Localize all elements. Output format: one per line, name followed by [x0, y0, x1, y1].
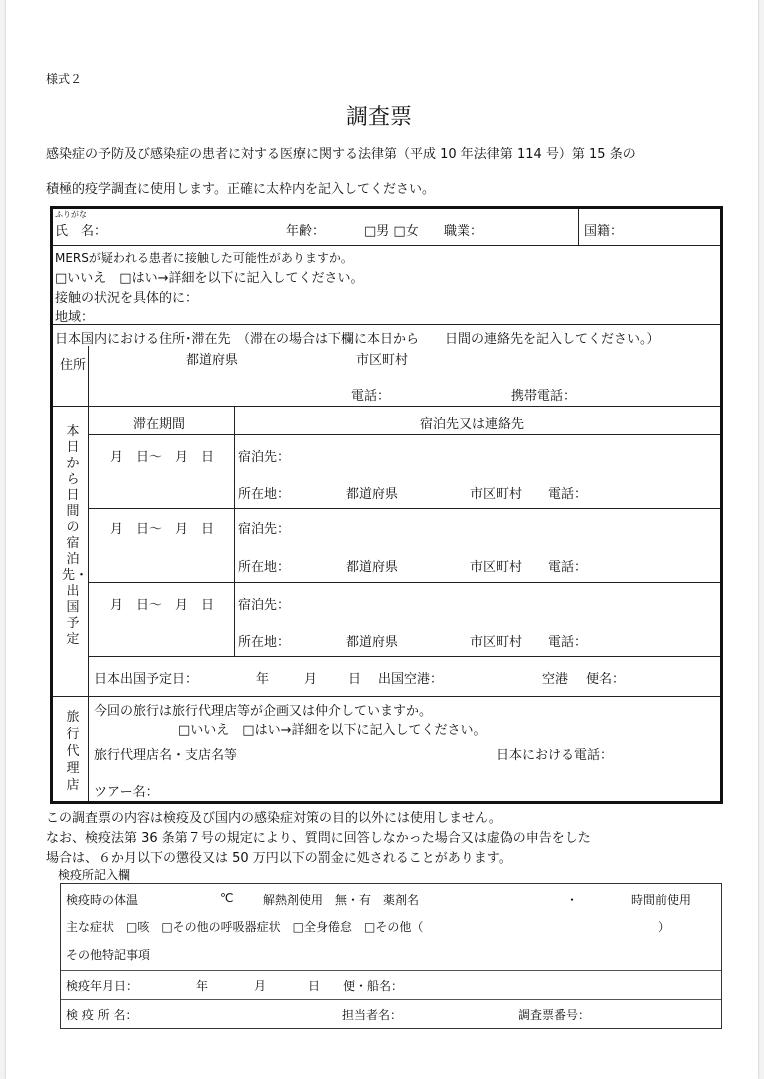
agency-name-label[interactable]: 旅行代理店名・支店名等	[94, 748, 238, 763]
divider	[88, 656, 720, 657]
form-page	[6, 0, 758, 1079]
location-phone-1[interactable]: 電話：	[548, 487, 588, 502]
location-city-1: 市区町村	[470, 487, 523, 502]
notes-label[interactable]: その他特記事項	[66, 948, 151, 962]
lodging-label-2[interactable]: 宿泊先：	[238, 522, 291, 537]
address-city[interactable]: 市区町村	[356, 353, 409, 368]
notice-line-3: 場合は、６か月以下の懲役又は 50 万円以下の罰金に処されることがあります。	[46, 851, 512, 866]
divider	[53, 406, 720, 407]
quarantine-date-label[interactable]: 検疫年月日：	[66, 979, 139, 993]
contact-question: MERSが疑われる患者に接触した可能性がありますか。	[55, 251, 353, 265]
furigana-label: ふりがな	[55, 210, 87, 219]
address-side-label: 住所	[59, 358, 86, 373]
stay-side-label: 本日から 日間の宿泊先・出国予定	[62, 424, 93, 647]
location-prefecture-3: 都道府県	[346, 635, 399, 650]
lodging-label-1[interactable]: 宿泊先：	[238, 450, 291, 465]
departure-date-label[interactable]: 日本出国予定日：	[94, 672, 199, 687]
location-prefecture-2: 都道府県	[346, 560, 399, 575]
quarantine-title: 検疫所記入欄	[58, 868, 131, 882]
location-prefecture-1: 都道府県	[346, 487, 399, 502]
occupation-label[interactable]: 職業：	[444, 224, 484, 239]
contact-options[interactable]: □いいえ □はい→詳細を以下に記入してください。	[55, 271, 364, 286]
location-phone-3[interactable]: 電話：	[548, 635, 588, 650]
hours-before-label: 時間前使用	[631, 893, 692, 907]
officer-name-label[interactable]: 担当者名：	[342, 1008, 403, 1022]
form-number: 様式２	[46, 72, 83, 86]
departure-year: 年	[256, 672, 270, 687]
notice-line-2: なお、検疫法第 36 条第７号の規定により、質問に回答しなかった場合又は虚偽の申告をした	[46, 831, 591, 846]
contact-region-label[interactable]: 地域：	[55, 310, 95, 325]
address-prefecture[interactable]: 都道府県	[186, 353, 239, 368]
address-phone-label[interactable]: 電話：	[351, 389, 391, 404]
temp-unit: ℃	[220, 891, 234, 905]
quarantine-flight-label[interactable]: 便・船名：	[343, 979, 404, 993]
contact-situation-label[interactable]: 接触の状況を具体的に：	[55, 291, 199, 306]
nationality-label[interactable]: 国籍：	[584, 224, 624, 239]
departure-day: 日	[348, 672, 362, 687]
intro-line-1: 感染症の予防及び感染症の患者に対する医療に関する法律第（平成 10 年法律第 114 号）第 15 条の	[46, 147, 636, 162]
agency-question: 今回の旅行は旅行代理店等が企画又は仲介していますか。	[94, 704, 433, 719]
location-city-3: 市区町村	[470, 635, 523, 650]
divider	[88, 582, 720, 583]
page-title: 調査票	[346, 105, 413, 130]
stay-period-1[interactable]: 月 日～ 月 日	[110, 450, 215, 465]
address-header: 日本国内における住所･滞在先 （滞在の場合は下欄に本日から 日間の連絡先を記入してください。）	[55, 332, 660, 347]
divider	[53, 324, 720, 325]
temp-label[interactable]: 検疫時の体温	[66, 893, 139, 907]
notice-line-1: この調査票の内容は検疫及び国内の感染症対策の目的以外には使用しません。	[46, 811, 502, 826]
quarantine-month: 月	[254, 979, 267, 993]
quarantine-office-label[interactable]: 検 疫 所 名：	[66, 1008, 138, 1022]
symptoms-close: ）	[658, 920, 671, 934]
quarantine-year: 年	[196, 979, 209, 993]
divider	[88, 508, 720, 509]
survey-number-label[interactable]: 調査票番号：	[518, 1008, 591, 1022]
departure-flight-label[interactable]: 便名：	[586, 672, 626, 687]
name-label[interactable]: 氏 名：	[55, 224, 108, 239]
antipyretic-dot: ・	[566, 893, 579, 907]
location-phone-2[interactable]: 電話：	[548, 560, 588, 575]
tour-name-label[interactable]: ツアー名：	[94, 785, 159, 800]
location-city-2: 市区町村	[470, 560, 523, 575]
stay-period-header: 滞在期間	[133, 417, 186, 432]
agency-phone-label[interactable]: 日本における電話：	[496, 748, 614, 763]
divider	[61, 999, 721, 1000]
stay-place-header: 宿泊先又は連絡先	[420, 417, 525, 432]
location-label-3[interactable]: 所在地：	[238, 635, 291, 650]
divider	[88, 406, 89, 696]
address-mobile-label[interactable]: 携帯電話：	[511, 389, 577, 404]
departure-airport-suffix: 空港	[542, 672, 569, 687]
stay-period-2[interactable]: 月 日～ 月 日	[110, 522, 215, 537]
departure-airport-label[interactable]: 出国空港：	[378, 672, 444, 687]
intro-line-2: 積極的疫学調査に使用します。正確に太枠内を記入してください。	[46, 182, 435, 197]
sex-checkboxes[interactable]: □男 □女	[364, 224, 419, 239]
divider	[53, 245, 720, 246]
divider	[53, 696, 720, 697]
divider	[234, 406, 235, 656]
nationality-divider	[578, 209, 579, 245]
agency-side-label: 旅行代理店	[66, 710, 80, 793]
divider	[88, 696, 89, 801]
departure-month: 月	[304, 672, 318, 687]
agency-options[interactable]: □いいえ □はい→詳細を以下に記入してください。	[178, 723, 487, 738]
location-label-2[interactable]: 所在地：	[238, 560, 291, 575]
divider	[61, 970, 721, 971]
symptoms-checkboxes[interactable]: 主な症状 □咳 □その他の呼吸器症状 □全身倦怠 □その他（	[66, 920, 424, 934]
age-label[interactable]: 年齢：	[286, 224, 326, 239]
lodging-label-3[interactable]: 宿泊先：	[238, 598, 291, 613]
stay-period-3[interactable]: 月 日～ 月 日	[110, 598, 215, 613]
location-label-1[interactable]: 所在地：	[238, 487, 291, 502]
antipyretic-label[interactable]: 解熱剤使用 無・有 薬剤名	[263, 893, 420, 907]
quarantine-day: 日	[308, 979, 321, 993]
divider	[88, 434, 720, 435]
divider	[88, 346, 89, 406]
